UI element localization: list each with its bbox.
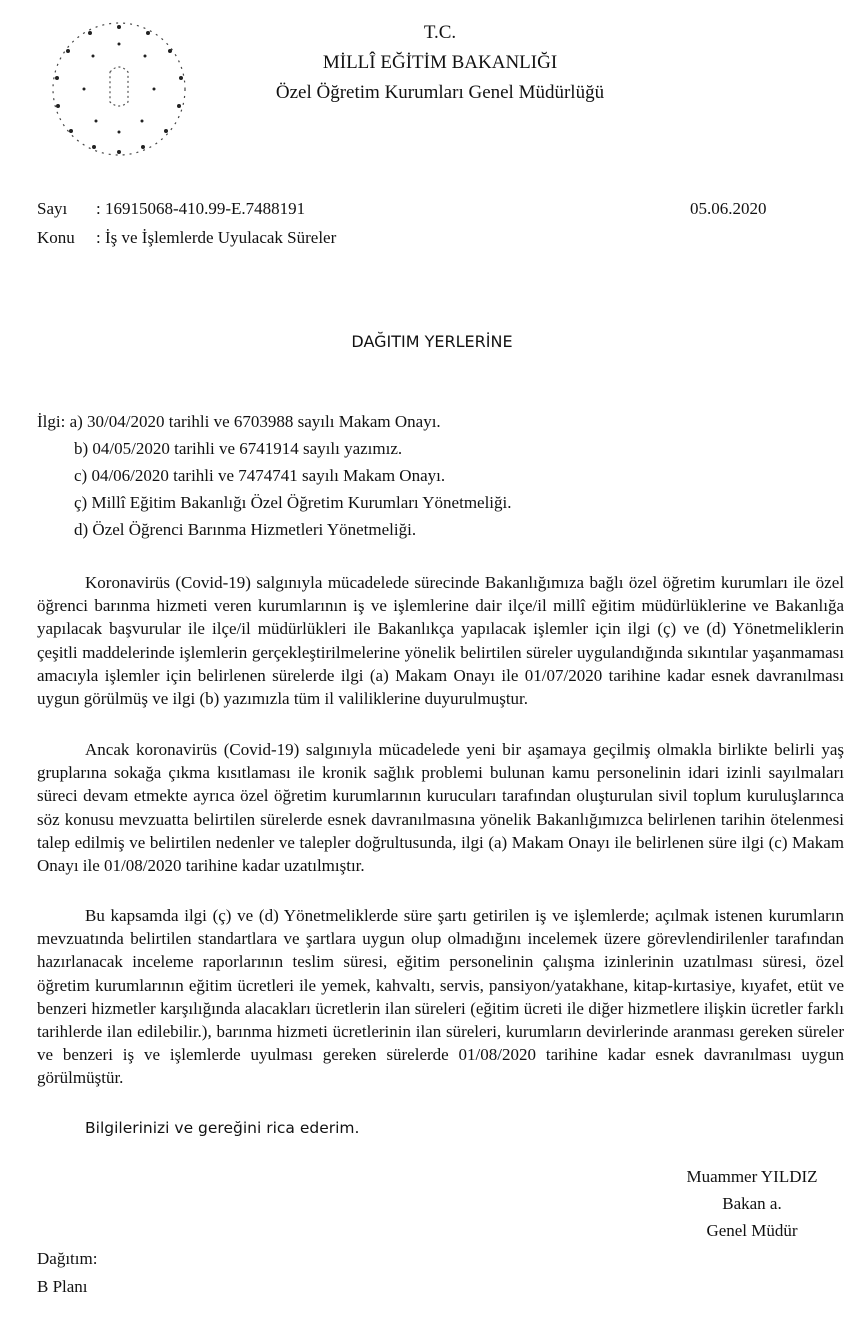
closing-line: Bilgilerinizi ve gereğini rica ederim. — [85, 1119, 360, 1137]
ilgi-item-a: İlgi: a) 30/04/2020 tarihli ve 6703988 sayılı Makam Onayı. — [37, 412, 441, 431]
ilgi-item-cc: ç) Millî Eğitim Bakanlığı Özel Öğretim Kurumları Yönetmeliği. — [74, 493, 512, 512]
konu-label: Konu — [37, 228, 75, 247]
directorate-title: Özel Öğretim Kurumları Genel Müdürlüğü — [275, 82, 605, 103]
distribution-label: Dağıtım: — [37, 1249, 98, 1268]
ilgi-item-d: d) Özel Öğrenci Barınma Hizmetleri Yönetmeliği. — [74, 520, 417, 539]
konu-value: : İş ve İşlemlerde Uyulacak Süreler — [96, 228, 337, 247]
document-date: 05.06.2020 — [690, 199, 767, 218]
body-paragraph-1: Koronavirüs (Covid-19) salgınıyla mücadelede sürecinde Bakanlığımıza bağlı özel öğretim kurumları ile özel öğrenci barınma hizmeti veren kurumlarının iş ve işlemlerine dair ilçe/il millî eğitim müdürlüklerine ve Bakanlığa yapılacak başvurular ile ilçe/il müdürlükleri ile Bakanlıkça yapılacak işlemler için ilgi (ç) ve (d) Yönetmeliklerin çeşitli maddelerinde işlemlerin gerçekleştirilmelerine yönelik belirtilen süreler uygulandığında sıkıntılar yaşanmaması amacıyla işlemler için belirlenen sürelerde ilgi (a) Makam Onayı ile 01/07/2020 tarihine kadar esnek davranılması uygun görülmüş ve ilgi (b) yazımızla tüm il valiliklerine duyurulmuştur. — [37, 573, 844, 709]
signatory-title-2: Genel Müdür — [706, 1221, 798, 1240]
sayi-value: : 16915068-410.99-E.7488191 — [96, 199, 306, 218]
addressee: DAĞITIM YERLERİNE — [351, 332, 513, 351]
ministry-title: MİLLÎ EĞİTİM BAKANLIĞI — [322, 52, 558, 73]
sayi-label: Sayı — [37, 199, 68, 218]
header-tc: T.C. — [423, 22, 457, 43]
ilgi-item-c: c) 04/06/2020 tarihli ve 7474741 sayılı Makam Onayı. — [74, 466, 446, 485]
signatory-title-1: Bakan a. — [722, 1194, 782, 1213]
ilgi-item-b: b) 04/05/2020 tarihli ve 6741914 sayılı yazımız. — [74, 439, 403, 458]
body-paragraph-2: Ancak koronavirüs (Covid-19) salgınıyla mücadelede yeni bir aşamaya geçilmiş olmakla birlikte belirli yaş gruplarına sokağa çıkma kısıtlaması ile kronik sağlık problemi bulunan kamu personelinin idari izinli sayılmaları süreci devam etmekte ayrıca özel öğretim kurumlarının kurucuları tarafından oluşturulan sivil toplum kuruluşlarınca söz konusu mevzuatta belirtilen sürelerde esnek davranılmasına yönelik Bakanlığımızca belirlenen tarihin ötelenmesi talep edilmiş ve belirtilen nedenler ve talepler doğrultusunda, ilgi (a) Makam Onayı ile belirlenen süre ilgi (c) Makam Onayı ile 01/08/2020 tarihine kadar uzatılmıştır. — [37, 740, 844, 876]
signatory-name: Muammer YILDIZ — [686, 1167, 818, 1186]
body-paragraph-3: Bu kapsamda ilgi (ç) ve (d) Yönetmeliklerde süre şartı getirilen iş ve işlemlerde; açılmak istenen kurumların mevzuatında belirtilen standartlara ve şartlara uygun olup olmadığını incelemek üzere görevlendirilenler tarafından hazırlanacak inceleme raporlarının teslim süresi, eğitim personelinin çalışma izinlerinin uzatılması süresi, özel öğretim kurumlarının eğitim ücretleri ile yemek, kahvaltı, servis, pansiyon/yatakhane, kitap-kırtasiye, kıyafet, etüt ve benzeri hizmetler karşılığında alacakları ücretlerin ilan süreleri (eğitim ücreti ile diğer hizmetlere ilişkin ücretler farklı tarihlerde ilan edilebilir.), barınma hizmeti ücretlerinin ilan süreleri, kurumların devirlerinde aranması gereken süreler ve benzeri iş ve işlemlerde uyulması gereken sürelerde 01/08/2020 tarihine kadar esnek davranılması uygun görülmüştür. — [37, 906, 844, 1088]
distribution-plan: B Planı — [37, 1277, 88, 1296]
